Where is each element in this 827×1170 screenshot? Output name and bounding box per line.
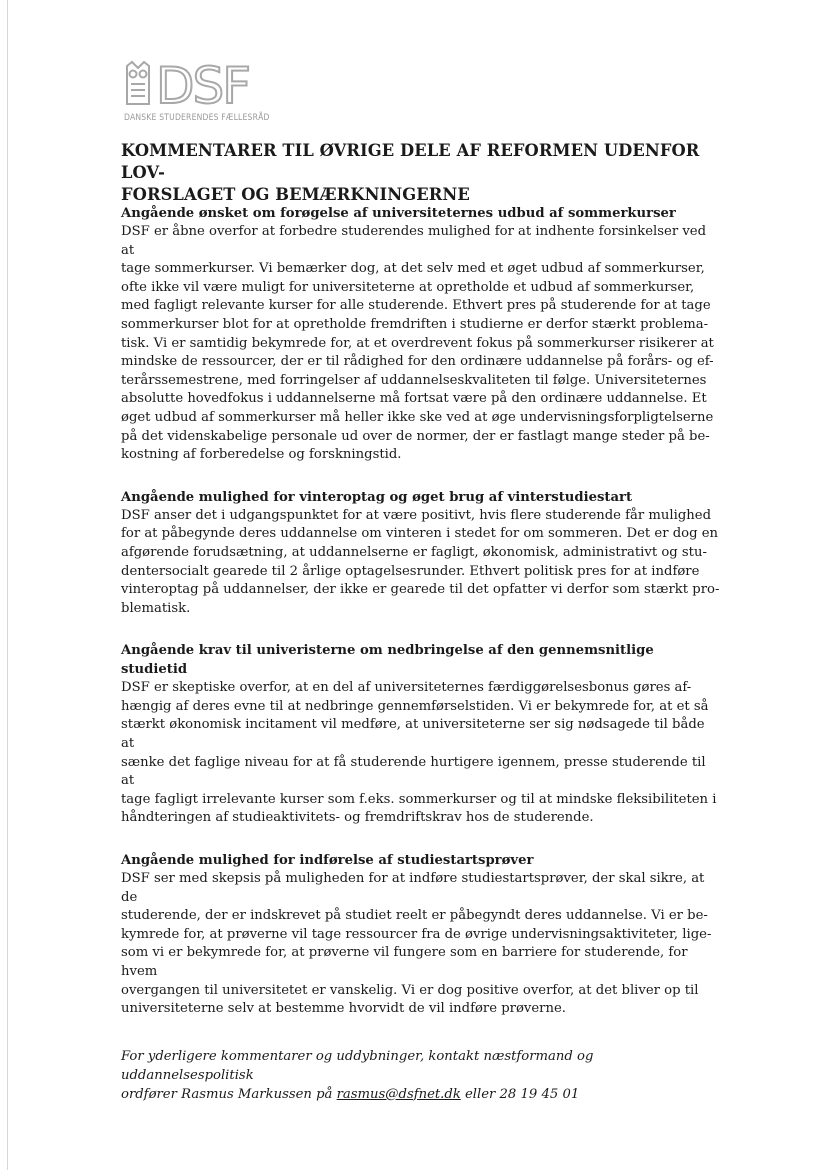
section-line: for at påbegynde deres uddannelse om vinteren i stedet for om sommeren. Det er dog en <box>121 526 719 542</box>
section-line: tage fagligt irrelevante kurser som f.eks. sommerkurser og til at mindske fleksibiliteten i <box>121 791 717 807</box>
section-line: vinteroptag på uddannelser, der ikke er gearede til det opfatter vi derfor som stærkt pro- <box>121 582 720 598</box>
section <box>121 851 721 1019</box>
section-title: Angående mulighed for indførelse af studiestartsprøver <box>121 853 534 869</box>
section-title: Angående mulighed for vinteroptag og øget brug af vinterstudiestart <box>121 489 633 505</box>
section-line: med fagligt relevante kurser for alle studerende. Ethvert pres på studerende for at tage <box>121 298 711 314</box>
section-line: tisk. Vi er samtidig bekymrede for, at et overdrevent fokus på sommerkurser risikerer at <box>121 335 714 351</box>
section-line: absolutte hovedfokus i uddannelserne må fortsat være på den ordinære uddannelse. Et <box>121 391 707 407</box>
page-title-line-2: FORSLAGET OG BEMÆRKNINGERNE <box>121 185 470 204</box>
section-line: håndteringen af studieaktivitets- og fremdriftskrav hos de studerende. <box>121 810 594 826</box>
contact-suffix: eller 28 19 45 01 <box>460 1086 580 1102</box>
section <box>121 641 721 828</box>
section-line: hængig af deres evne til at nedbringe gennemførselstiden. Vi er bekymrede for, at et så <box>121 698 709 714</box>
section-line: sommerkurser blot for at opretholde fremdriften i studierne er derfor stærkt problema- <box>121 316 709 332</box>
section-body <box>121 679 721 828</box>
section-body <box>121 507 721 619</box>
document-body <box>121 204 721 1104</box>
section-line: på det videnskabelige personale ud over de normer, der er fastlagt mange steder på be- <box>121 428 710 444</box>
section-line: terårssemestrene, med forringelser af uddannelseskvaliteten til følge. Universiteternes <box>121 372 707 388</box>
page-title <box>121 140 721 206</box>
section-line: tage sommerkurser. Vi bemærker dog, at det selv med et øget udbud af sommerkurser, <box>121 261 705 277</box>
section-title: Angående krav til univeristerne om nedbringelse af den gennemsnitlige studietid <box>121 643 654 678</box>
section-line: øget udbud af sommerkurser må heller ikke ske ved at øge undervisningsforpligtelserne <box>121 409 714 425</box>
section-line: DSF anser det i udgangspunktet for at være positivt, hvis flere studerende får mulighed <box>121 507 712 523</box>
scan-margin-line <box>7 0 8 1170</box>
section-line: kostning af forberedelse og forskningstid. <box>121 447 402 463</box>
section-line: universiteterne selv at bestemme hvorvidt de vil indføre prøverne. <box>121 1001 566 1017</box>
section-line: studerende, der er indskrevet på studiet reelt er påbegyndt deres uddannelse. Vi er be- <box>121 908 708 924</box>
section-line: som vi er bekymrede for, at prøverne vil fungere som en barriere for studerende, for hvem <box>121 945 688 979</box>
page-title-line-1: KOMMENTARER TIL ØVRIGE DELE AF REFORMEN UDENFOR LOV- <box>121 141 700 182</box>
dsf-logo <box>124 60 274 130</box>
section-line: stærkt økonomisk incitament vil medføre, at universiteterne ser sig nødsagede til både at <box>121 717 705 752</box>
section-line: dentersocialt gearede til 2 årlige optagelsesrunder. Ethvert politisk pres for at indføre <box>121 563 700 579</box>
section <box>121 204 721 465</box>
section-line: DSF er skeptiske overfor, at en del af universiteternes færdiggørelsesbonus gøres af- <box>121 680 692 696</box>
section-line: blematisk. <box>121 600 191 616</box>
email-link[interactable]: rasmus@dsfnet.dk <box>336 1086 461 1102</box>
logo-subtitle: DANSKE STUDERENDES FÆLLESRÅD <box>124 113 270 123</box>
section-line: afgørende forudsætning, at uddannelserne er fagligt, økonomisk, administrativt og stu- <box>121 544 707 560</box>
contact-line-2 <box>121 1085 721 1104</box>
section-title: Angående ønsket om forøgelse af universiteternes udbud af sommerkurser <box>121 206 676 221</box>
section-body <box>121 223 721 465</box>
logo-wordmark: DSF <box>156 60 249 112</box>
section-line: mindske de ressourcer, der er til rådighed for den ordinære uddannelse på forårs- og ef- <box>121 354 714 370</box>
owl-logo-icon <box>124 60 274 112</box>
contact-prefix: ordfører Rasmus Markussen på <box>121 1086 337 1102</box>
section-body <box>121 870 721 1019</box>
contact-line-1: For yderligere kommentarer og uddybninger, kontakt næstformand og uddannelsespolitisk <box>121 1048 594 1083</box>
section-line: DSF ser med skepsis på muligheden for at indføre studiestartsprøver, der skal sikre, at de <box>121 871 705 905</box>
section <box>121 488 721 619</box>
sections-container <box>121 204 721 1019</box>
section-line: DSF er åbne overfor at forbedre studerendes mulighed for at indhente forsinkelser ved at <box>121 224 707 258</box>
section-line: overgangen til universitetet er vanskelig. Vi er dog positive overfor, at det bliver op til <box>121 982 699 998</box>
section-line: sænke det faglige niveau for at få studerende hurtigere igennem, presse studerende til at <box>121 754 706 789</box>
contact-note <box>121 1047 721 1104</box>
section-line: kymrede for, at prøverne vil tage ressourcer fra de øvrige undervisningsaktiviteter, lige- <box>121 926 712 942</box>
section-line: ofte ikke vil være muligt for universiteterne at opretholde et udbud af sommerkurser, <box>121 279 695 295</box>
